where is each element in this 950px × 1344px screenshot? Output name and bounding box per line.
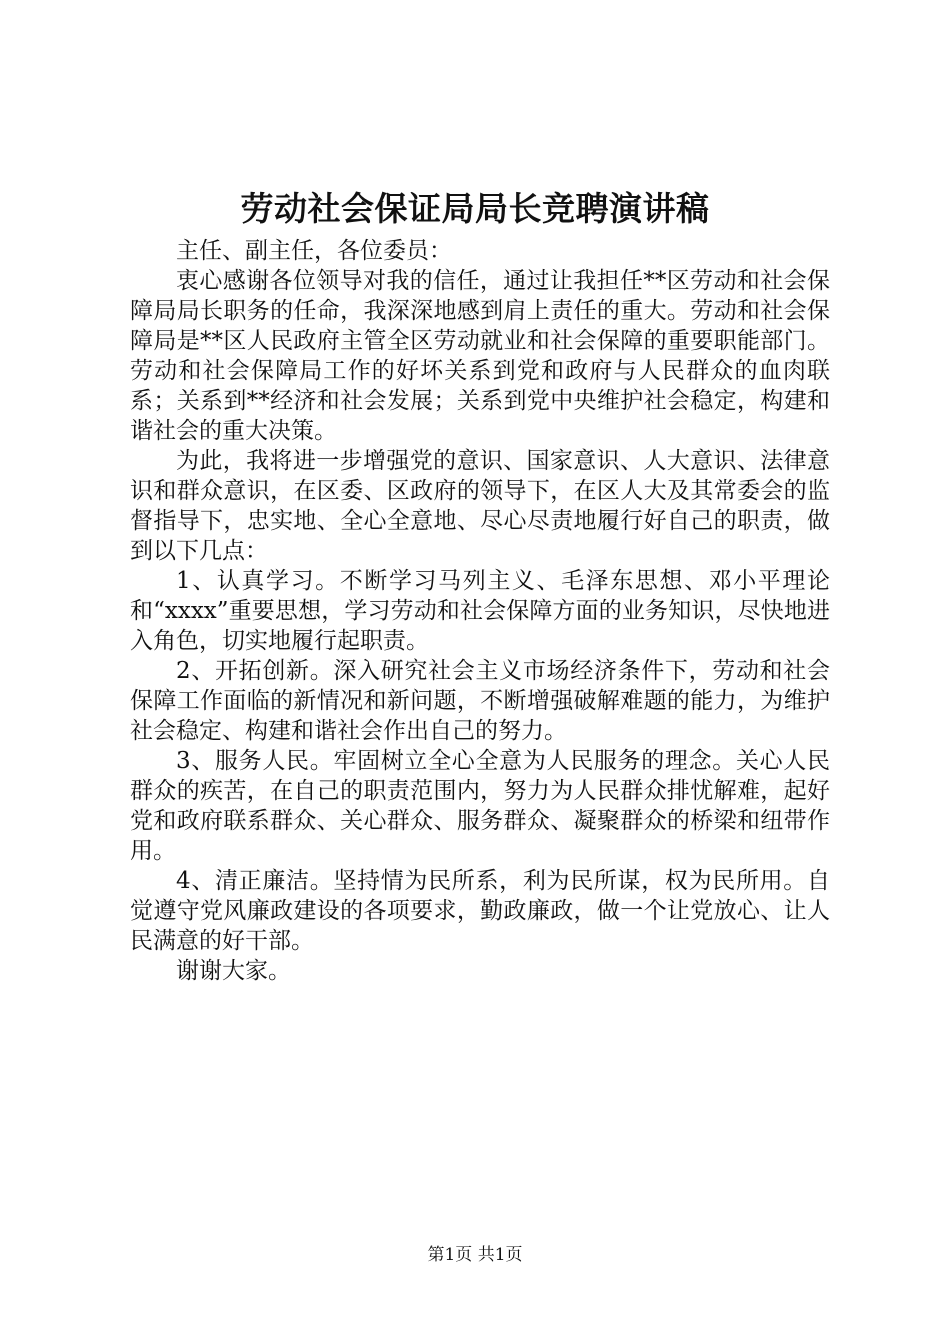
point-2-paragraph: 2、开拓创新。深入研究社会主义市场经济条件下，劳动和社会保障工作面临的新情况和新问题，不断增强破解难题的能力，为维护社会稳定、构建和谐社会作出自己的努力。 xyxy=(130,658,830,744)
commitment-paragraph: 为此，我将进一步增强党的意识、国家意识、人大意识、法律意识和群众意识，在区委、区政府的领导下，在区人大及其常委会的监督指导下，忠实地、全心全意地、尽心尽责地履行好自己的职责，做到以下几点： xyxy=(130,448,830,564)
point-3-paragraph: 3、服务人民。牢固树立全心全意为人民服务的理念。关心人民群众的疾苦，在自己的职责范围内，努力为人民群众排忧解难，起好党和政府联系群众、关心群众、服务群众、凝聚群众的桥梁和纽带作用。 xyxy=(130,748,830,864)
point-4-paragraph: 4、清正廉洁。坚持情为民所系，利为民所谋，权为民所用。自觉遵守党风廉政建设的各项要求，勤政廉政，做一个让党放心、让人民满意的好干部。 xyxy=(130,868,830,954)
closing-paragraph: 谢谢大家。 xyxy=(176,958,291,984)
document-body xyxy=(130,236,830,986)
salutation-paragraph: 主任、副主任，各位委员： xyxy=(176,238,452,264)
page-number-footer: 第1页 共1页 xyxy=(427,1245,523,1265)
point-1-paragraph: 1、认真学习。不断学习马列主义、毛泽东思想、邓小平理论和“xxxx”重要思想，学习劳动和社会保障方面的业务知识，尽快地进入角色，切实地履行起职责。 xyxy=(130,568,830,654)
gratitude-paragraph: 衷心感谢各位领导对我的信任，通过让我担任**区劳动和社会保障局局长职务的任命，我深深地感到肩上责任的重大。劳动和社会保障局是**区人民政府主管全区劳动就业和社会保障的重要职能部门。劳动和社会保障局工作的好坏关系到党和政府与人民群众的血肉联系；关系到**经济和社会发展；关系到党中央维护社会稳定，构建和谐社会的重大决策。 xyxy=(130,268,830,444)
document-title: 劳动社会保证局局长竞聘演讲稿 xyxy=(240,189,710,228)
